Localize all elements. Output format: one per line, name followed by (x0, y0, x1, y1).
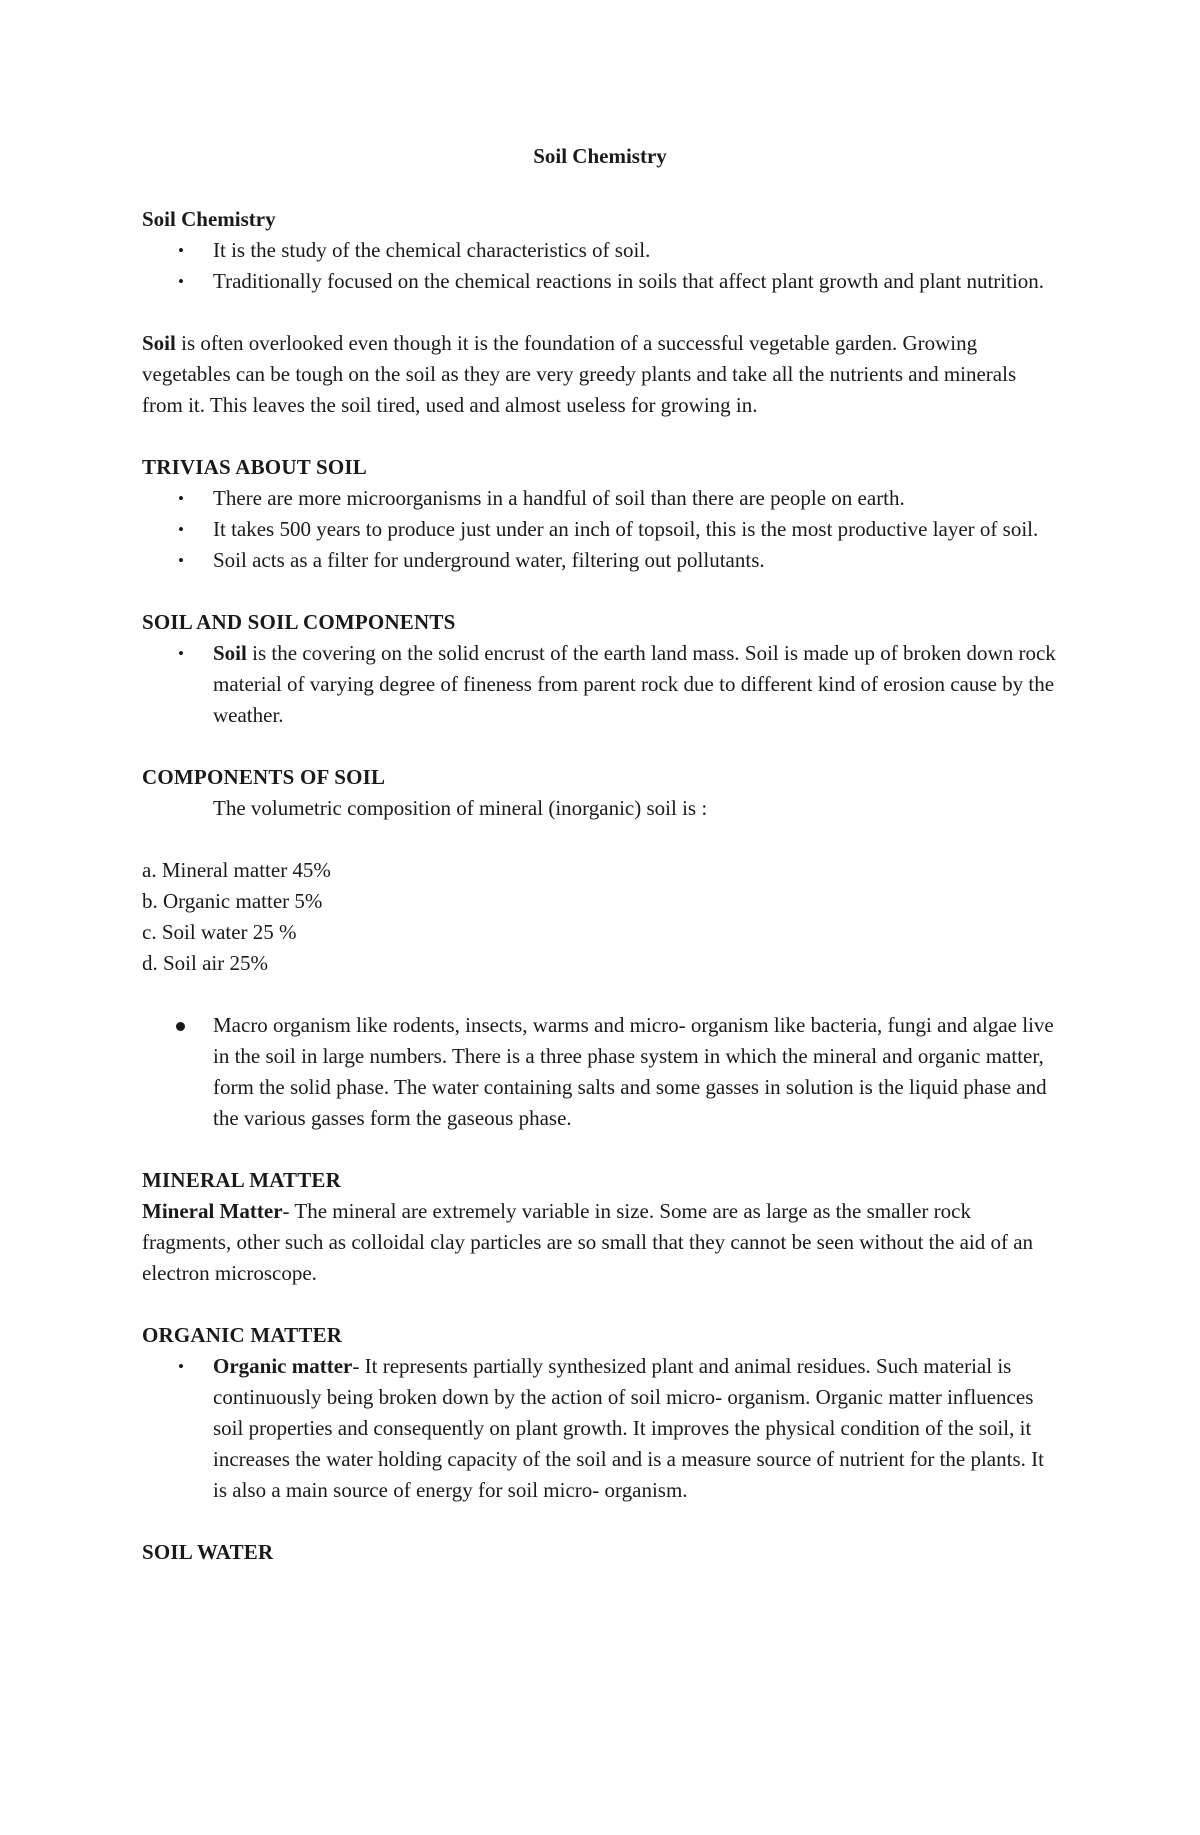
list-item (142, 266, 1062, 297)
list-item-bold-lead: Soil (213, 641, 247, 665)
list-item: b. Organic matter 5% (142, 889, 323, 913)
section-heading-organic-matter: ORGANIC MATTER (142, 1323, 343, 1347)
intro-paragraph (142, 328, 1062, 421)
list-item: c. Soil water 25 % (142, 920, 297, 944)
bullet-icon: • (178, 520, 184, 539)
bullet-icon: • (178, 489, 184, 508)
mineral-matter-paragraph (142, 1196, 1062, 1289)
bullet-icon: • (178, 644, 184, 663)
list-item-bold-lead: Organic matter (213, 1354, 353, 1378)
bullet-icon: • (178, 1357, 184, 1376)
list-item (142, 1351, 1062, 1506)
list-item (142, 638, 1062, 731)
bullet-icon: • (178, 272, 184, 291)
document-body (142, 204, 1062, 1568)
list-item: d. Soil air 25% (142, 951, 268, 975)
organic-matter-list (142, 1351, 1062, 1506)
bullet-icon: • (178, 551, 184, 570)
list-item-text: It takes 500 years to produce just under an inch of topsoil, this is the most productive layer of soil. (213, 517, 1039, 541)
list-item-text: There are more microorganisms in a handful of soil than there are people on earth. (213, 486, 905, 510)
section-heading-trivias: TRIVIAS ABOUT SOIL (142, 455, 367, 479)
components-intro: The volumetric composition of mineral (inorganic) soil is : (213, 796, 708, 820)
mineral-matter-bold-lead: Mineral Matter (142, 1199, 283, 1223)
list-item-text: Soil acts as a filter for underground water, filtering out pollutants. (213, 548, 765, 572)
bullet-icon: • (178, 241, 184, 260)
intro-bold-lead: Soil (142, 331, 176, 355)
list-item (142, 483, 1062, 514)
list-item-text: Traditionally focused on the chemical reactions in soils that affect plant growth and plant nutrition. (213, 269, 1045, 293)
soil-chemistry-list (142, 235, 1062, 297)
soil-components-list (142, 638, 1062, 731)
list-item (142, 235, 1062, 266)
section-heading-soil-chemistry: Soil Chemistry (142, 207, 276, 231)
list-item-text: is the covering on the solid encrust of the earth land mass. Soil is made up of broken down rock material of varying degree of fineness from parent rock due to different kind of erosion cause by the weather. (213, 641, 1056, 727)
section-heading-components-of-soil: COMPONENTS OF SOIL (142, 765, 386, 789)
list-item: a. Mineral matter 45% (142, 858, 331, 882)
list-item (142, 514, 1062, 545)
section-heading-soil-water: SOIL WATER (142, 1540, 274, 1564)
list-item-text: It is the study of the chemical characteristics of soil. (213, 238, 651, 262)
section-heading-soil-components: SOIL AND SOIL COMPONENTS (142, 610, 456, 634)
mineral-matter-text: - The mineral are extremely variable in size. Some are as large as the smaller rock fragments, other such as colloidal clay particles are so small that they cannot be seen without the aid of an electron microscope. (142, 1199, 1034, 1285)
list-item-text: Macro organism like rodents, insects, warms and micro- organism like bacteria, fungi and algae live in the soil in large numbers. There is a three phase system in which the mineral and organic matter, form the solid phase. The water containing salts and some gasses in solution is the liquid phase and the various gasses form the gaseous phase. (213, 1013, 1054, 1130)
list-item (142, 1010, 1062, 1134)
intro-text: is often overlooked even though it is the foundation of a successful vegetable garden. Growing vegetables can be tough on the soil as they are very greedy plants and take all the nutrients and minerals from it. This leaves the soil tired, used and almost useless for growing in. (142, 331, 1017, 417)
trivias-list (142, 483, 1062, 576)
list-item (142, 545, 1062, 576)
document-title: Soil Chemistry (533, 144, 667, 168)
list-item-text: - It represents partially synthesized plant and animal residues. Such material is continuously being broken down by the action of soil micro- organism. Organic matter influences soil properties and consequently on plant growth. It improves the physical condition of the soil, it increases the water holding capacity of the soil and is a measure source of nutrient for the plants. It is also a main source of energy for soil micro- organism. (213, 1354, 1044, 1502)
composition-list (142, 855, 1062, 979)
organisms-list (142, 1010, 1062, 1134)
bullet-icon (176, 1022, 185, 1031)
section-heading-mineral-matter: MINERAL MATTER (142, 1168, 342, 1192)
